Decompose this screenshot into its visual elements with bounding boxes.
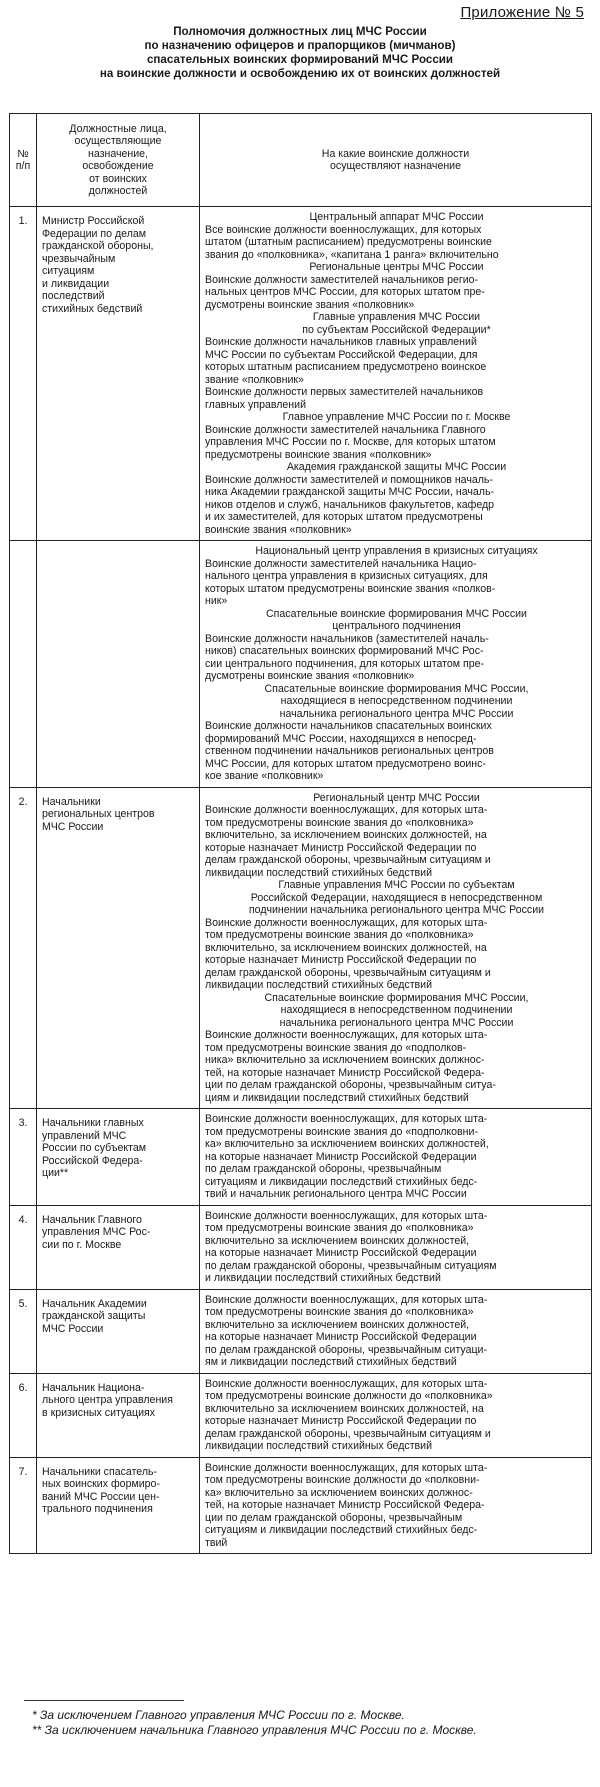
positions-cell bbox=[200, 1373, 592, 1457]
header-line: освобождение bbox=[82, 160, 154, 172]
table-row bbox=[10, 1373, 592, 1457]
positions-line: ситуациям и ликвидации последствий стихийных бедс- bbox=[205, 1524, 478, 1536]
unit-heading: Региональный центр МЧС России bbox=[313, 791, 480, 804]
row-number bbox=[10, 541, 37, 788]
positions-line: включительно за исключением воинских должностей, на bbox=[205, 1402, 484, 1415]
positions-line: формирований МЧС России, находящихся в непосред- bbox=[205, 732, 477, 745]
official-line: МЧС России bbox=[42, 820, 104, 833]
positions-line: Воинские должности начальников главных управлений bbox=[205, 336, 477, 348]
unit-heading: Главные управления МЧС России по субъектам bbox=[278, 879, 515, 891]
positions-line: циям и ликвидации последствий стихийных бедствий bbox=[205, 1091, 469, 1104]
positions-line: дусмотрены воинские звания «полковник» bbox=[205, 298, 415, 311]
positions-line: ситуациям и ликвидации последствий стихийных бедс- bbox=[205, 1175, 478, 1188]
footnote: * За исключением Главного управления МЧС России по г. Москве. bbox=[32, 1708, 405, 1722]
positions-line: Воинские должности первых заместителей начальников bbox=[205, 386, 484, 398]
table-row bbox=[10, 541, 592, 788]
positions-line: звания до «полковника», «капитана 1 ранга» включительно bbox=[205, 248, 499, 261]
positions-line: включительно за исключением воинских должностей, bbox=[205, 1318, 470, 1331]
positions-line: Воинские должности заместителей начальников регио- bbox=[205, 273, 479, 286]
unit-heading: Центральный аппарат МЧС России bbox=[309, 211, 484, 223]
header-line: Должностные лица, bbox=[69, 122, 167, 135]
unit-heading: начальника регионального центра МЧС России bbox=[279, 1016, 514, 1029]
positions-line: ников) спасательных воинских формирований МЧС Рос- bbox=[205, 645, 484, 657]
positions-line: Воинские должности заместителей начальника Нацио- bbox=[205, 557, 477, 570]
table-row bbox=[10, 207, 592, 541]
official-cell bbox=[37, 541, 200, 788]
table-row bbox=[10, 1457, 592, 1554]
official-line: в кризисных ситуациях bbox=[42, 1406, 156, 1419]
positions-line: Воинские должности военнослужащих, для которых шта- bbox=[205, 1113, 488, 1125]
official-line: региональных центров bbox=[42, 808, 155, 820]
positions-line: Воинские должности начальников спасательных воинских bbox=[205, 720, 492, 732]
positions-line: Воинские должности военнослужащих, для которых шта- bbox=[205, 1293, 488, 1306]
row-number: 3. bbox=[10, 1109, 37, 1206]
positions-line: ликвидации последствий стихийных бедствий bbox=[205, 1440, 433, 1452]
header-line: осуществляют назначение bbox=[330, 160, 461, 172]
positions-cell bbox=[200, 787, 592, 1109]
official-line: Начальники спасатель- bbox=[42, 1465, 158, 1478]
positions-line: ям и ликвидации последствий стихийных бедствий bbox=[205, 1356, 457, 1368]
official-cell bbox=[37, 787, 200, 1109]
official-cell bbox=[37, 1109, 200, 1206]
positions-line: которые назначает Министр Российской Федерации по bbox=[205, 841, 477, 854]
positions-line: ка» включительно за исключением воинских должнос- bbox=[205, 1486, 473, 1499]
row-number: 4. bbox=[10, 1205, 37, 1289]
header-line: п/п bbox=[15, 160, 31, 172]
document-title bbox=[30, 25, 570, 81]
positions-line: Воинские должности военнослужащих, для которых шта- bbox=[205, 916, 488, 929]
row-number: 6. bbox=[10, 1373, 37, 1457]
positions-line: ции по делам гражданской обороны, чрезвычайным ситуа- bbox=[205, 1079, 496, 1091]
positions-line: сии центрального подчинения, для которых штатом пре- bbox=[205, 657, 485, 670]
positions-line: ника» включительно за исключением воинских должнос- bbox=[205, 1054, 485, 1066]
positions-line: Воинские должности военнослужащих, для которых шта- bbox=[205, 1461, 488, 1474]
positions-line: делам гражданской обороны, чрезвычайным ситуациям и bbox=[205, 854, 491, 866]
positions-line: ка» включительно за исключением воинских должностей, bbox=[205, 1138, 489, 1150]
table-row bbox=[10, 787, 592, 1109]
header-line: осуществляющие bbox=[74, 135, 162, 147]
official-line: Начальник Главного bbox=[42, 1213, 142, 1226]
positions-line: том предусмотрены воинские звания до «полковника» bbox=[205, 1306, 474, 1318]
positions-line: нального центра управления в кризисных ситуациях, для bbox=[205, 570, 488, 582]
official-line: МЧС России bbox=[42, 1322, 104, 1335]
unit-heading: по субъектам Российской Федерации* bbox=[302, 323, 491, 336]
official-line: сии по г. Москве bbox=[42, 1238, 122, 1251]
positions-line: МЧС России, для которых штатом предусмотрено воинс- bbox=[205, 757, 486, 770]
positions-line: и их заместителей, для которых штатом предусмотрены bbox=[205, 511, 483, 523]
header-number bbox=[10, 114, 37, 207]
positions-line: звание «полковник» bbox=[205, 373, 304, 386]
footnote: ** За исключением начальника Главного управления МЧС России по г. Москве. bbox=[32, 1723, 477, 1737]
unit-heading: Главные управления МЧС России bbox=[312, 311, 481, 323]
official-cell bbox=[37, 1289, 200, 1373]
positions-line: делам гражданской обороны, чрезвычайным ситуациям и bbox=[205, 1427, 491, 1440]
positions-line: том предусмотрены воинские звания до «полковника» bbox=[205, 1222, 474, 1234]
positions-line: на которые назначает Министр Российской Федерации bbox=[205, 1331, 477, 1343]
unit-heading: центрального подчинения bbox=[332, 620, 461, 632]
official-cell bbox=[37, 1205, 200, 1289]
official-line: гражданской обороны, bbox=[42, 240, 154, 252]
positions-cell bbox=[200, 541, 592, 788]
official-line: последствий bbox=[42, 290, 105, 302]
official-line: Министр Российской bbox=[42, 215, 145, 227]
header-line: должностей bbox=[88, 185, 148, 197]
unit-heading: Спасательные воинские формирования МЧС России, bbox=[264, 991, 529, 1004]
official-line: Начальники bbox=[42, 795, 101, 808]
official-line: и ликвидации bbox=[42, 277, 110, 290]
official-cell bbox=[37, 207, 200, 541]
positions-line: Воинские должности начальников (заместителей началь- bbox=[205, 632, 489, 645]
positions-cell bbox=[200, 207, 592, 541]
table-row bbox=[10, 1289, 592, 1373]
positions-line: делам гражданской обороны, чрезвычайным ситуациям и bbox=[205, 966, 491, 979]
official-line: ных воинских формиро- bbox=[42, 1478, 160, 1490]
unit-heading: Академия гражданской защиты МЧС России bbox=[286, 461, 507, 473]
positions-line: Воинские должности военнослужащих, для которых шта- bbox=[205, 1209, 488, 1222]
positions-line: тей, на которые назначает Министр Российской Федера- bbox=[205, 1066, 485, 1079]
positions-line: ликвидации последствий стихийных бедствий bbox=[205, 866, 433, 879]
positions-line: управления МЧС России по г. Москве, для которых штатом bbox=[205, 436, 496, 448]
official-line: управлений МЧС bbox=[42, 1129, 127, 1142]
official-line: ситуациям bbox=[42, 265, 95, 277]
positions-line: Воинские должности военнослужащих, для которых шта- bbox=[205, 1377, 488, 1390]
table-body bbox=[10, 207, 592, 1554]
positions-line: том предусмотрены воинские звания до «подполков- bbox=[205, 1041, 467, 1054]
unit-heading: Национальный центр управления в кризисных ситуациях bbox=[255, 545, 538, 557]
header-officials bbox=[37, 114, 200, 207]
official-cell bbox=[37, 1373, 200, 1457]
positions-cell bbox=[200, 1205, 592, 1289]
official-line: Начальник Академии bbox=[42, 1297, 147, 1310]
positions-line: которых штатом предусмотрены воинские звания «полков- bbox=[205, 582, 496, 595]
official-line: России по субъектам bbox=[42, 1142, 147, 1154]
official-line: стихийных бедствий bbox=[42, 302, 143, 315]
positions-cell bbox=[200, 1289, 592, 1373]
positions-cell bbox=[200, 1109, 592, 1206]
positions-line: штатом (штатным расписанием) предусмотрены воинские bbox=[205, 236, 492, 248]
positions-line: Воинские должности военнослужащих, для которых шта- bbox=[205, 1029, 488, 1041]
positions-line: которых штатным расписанием предусмотрено воинское bbox=[205, 361, 487, 373]
row-number: 5. bbox=[10, 1289, 37, 1373]
header-positions bbox=[200, 114, 592, 207]
positions-line: включительно за исключением воинских должностей, bbox=[205, 1234, 470, 1247]
positions-line: ник» bbox=[205, 595, 228, 607]
unit-heading: Российской Федерации, находящиеся в непосредственном bbox=[250, 891, 543, 904]
table-header-row bbox=[10, 114, 592, 207]
positions-line: и ликвидации последствий стихийных бедствий bbox=[205, 1272, 441, 1284]
positions-line: Воинские должности военнослужащих, для которых шта- bbox=[205, 804, 488, 816]
header-line: от воинских bbox=[89, 172, 147, 185]
positions-line: твий bbox=[205, 1536, 228, 1549]
positions-line: на которые назначает Министр Российской Федерации bbox=[205, 1150, 477, 1163]
unit-heading: начальника регионального центра МЧС России bbox=[279, 707, 514, 720]
official-cell bbox=[37, 1457, 200, 1554]
official-line: управления МЧС Рос- bbox=[42, 1226, 151, 1238]
official-line: льного центра управления bbox=[42, 1394, 173, 1406]
positions-line: Все воинские должности военнослужащих, для которых bbox=[205, 223, 482, 236]
positions-line: том предусмотрены воинские должности до «полковника» bbox=[205, 1390, 493, 1402]
authority-table bbox=[9, 113, 592, 1554]
unit-heading: Региональные центры МЧС России bbox=[309, 261, 484, 273]
positions-line: ственном подчинении начальников региональных центров bbox=[205, 745, 494, 757]
title-line: Полномочия должностных лиц МЧС России bbox=[173, 25, 427, 38]
positions-line: на которые назначает Министр Российской Федерации bbox=[205, 1247, 477, 1259]
footnote-divider bbox=[24, 1700, 184, 1701]
header-line: № bbox=[17, 147, 29, 160]
positions-line: твий и начальник регионального центра МЧС России bbox=[205, 1188, 467, 1200]
title-line: спасательных воинских формирований МЧС России bbox=[146, 53, 454, 66]
official-line: Федерации по делам bbox=[42, 227, 147, 240]
positions-line: главных управлений bbox=[205, 398, 306, 411]
positions-line: по делам гражданской обороны, чрезвычайным bbox=[205, 1163, 442, 1175]
table-row bbox=[10, 1109, 592, 1206]
official-line: чрезвычайным bbox=[42, 252, 116, 265]
title-line: по назначению офицеров и прапорщиков (мичманов) bbox=[144, 39, 456, 52]
row-number: 1. bbox=[10, 207, 37, 541]
row-number: 7. bbox=[10, 1457, 37, 1554]
header-line: назначение, bbox=[87, 147, 148, 160]
unit-heading: подчинении начальника регионального центра МЧС России bbox=[248, 904, 545, 916]
official-line: ваний МЧС России цен- bbox=[42, 1490, 160, 1503]
positions-line: том предусмотрены воинские звания до «подполковни- bbox=[205, 1125, 478, 1138]
official-line: гражданской защиты bbox=[42, 1310, 146, 1322]
title-line: на воинские должности и освобождению их от воинских должностей bbox=[99, 67, 501, 80]
positions-line: по делам гражданской обороны, чрезвычайным ситуаци- bbox=[205, 1343, 487, 1356]
row-number: 2. bbox=[10, 787, 37, 1109]
official-line: ции** bbox=[42, 1167, 69, 1179]
positions-line: МЧС России по субъектам Российской Федерации, для bbox=[205, 348, 478, 361]
positions-line: том предусмотрены воинские должности до «полковни- bbox=[205, 1474, 480, 1486]
positions-line: ников отделов и служб, начальников факультетов, кафедр bbox=[205, 498, 495, 511]
official-line: трального подчинения bbox=[42, 1503, 153, 1515]
official-line: Российской Федера- bbox=[42, 1154, 143, 1167]
positions-line: Воинские должности заместителей начальника Главного bbox=[205, 423, 486, 436]
positions-line: ликвидации последствий стихийных бедствий bbox=[205, 979, 433, 991]
positions-cell bbox=[200, 1457, 592, 1554]
positions-line: том предусмотрены воинские звания до «полковника» bbox=[205, 816, 474, 829]
footnotes bbox=[32, 1708, 477, 1738]
positions-line: ции по делам гражданской обороны, чрезвычайным bbox=[205, 1511, 463, 1524]
positions-line: по делам гражданской обороны, чрезвычайным ситуациям bbox=[205, 1259, 497, 1272]
positions-line: предусмотрены воинские звания «полковник» bbox=[205, 448, 432, 461]
positions-line: которые назначает Министр Российской Федерации по bbox=[205, 954, 477, 966]
unit-heading: Главное управление МЧС России по г. Москве bbox=[282, 411, 511, 423]
positions-line: включительно, за исключением воинских должностей, на bbox=[205, 829, 487, 841]
header-line: На какие воинские должности bbox=[321, 147, 470, 160]
unit-heading: Спасательные воинские формирования МЧС России, bbox=[264, 682, 529, 695]
positions-line: том предусмотрены воинские звания до «полковника» bbox=[205, 929, 474, 941]
unit-heading: находящиеся в непосредственном подчинении bbox=[280, 1004, 513, 1016]
positions-line: которые назначает Министр Российской Федерации по bbox=[205, 1415, 477, 1427]
appendix-label: Приложение № 5 bbox=[460, 4, 584, 21]
official-line: Начальники главных bbox=[42, 1117, 144, 1129]
positions-line: тей, на которые назначает Министр Российской Федера- bbox=[205, 1499, 485, 1511]
table-row bbox=[10, 1205, 592, 1289]
unit-heading: Спасательные воинские формирования МЧС России bbox=[266, 607, 527, 620]
positions-line: включительно, за исключением воинских должностей, на bbox=[205, 941, 487, 954]
positions-line: дусмотрены воинские звания «полковник» bbox=[205, 670, 415, 682]
positions-line: кое звание «полковник» bbox=[205, 770, 324, 782]
positions-line: воинские звания «полковник» bbox=[205, 523, 352, 536]
positions-line: Воинские должности заместителей и помощников началь- bbox=[205, 473, 493, 486]
positions-line: ника Академии гражданской защиты МЧС России, началь- bbox=[205, 486, 495, 498]
positions-line: нальных центров МЧС России, для которых штатом пре- bbox=[205, 286, 485, 298]
official-line: Начальник Национа- bbox=[42, 1381, 145, 1394]
unit-heading: находящиеся в непосредственном подчинении bbox=[280, 695, 513, 707]
